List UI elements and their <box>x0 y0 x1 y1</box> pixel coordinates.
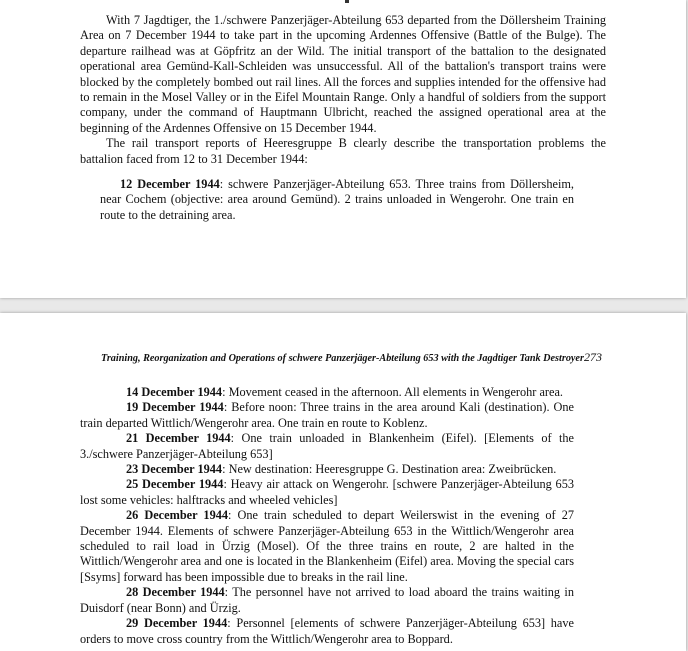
entry-text: : Heavy air attack on Wengerohr. [schwere Panzerjäger-Abteilung 653 lost some vehicles: halftracks and wheeled vehicles] <box>80 477 574 507</box>
report-entry-block <box>80 177 606 223</box>
entry-text: : One train scheduled to depart Weilerswist in the evening of 27 December 1944. Elements of schwere Panzerjäger-Abteilung 653 in the Wittlich/Wengerohr area scheduled to rail load in Ürzig (Mosel). Of the three trains en route, 2 are halted in the Wittlich/Wengerohr area and one is located in the Blankenheim (Eifel) area. Moving the special cars [Ssyms] forward has been impossible due to breaks in the rail line. <box>80 508 574 584</box>
page-mark <box>345 0 349 3</box>
entry-text: : New destination: Heeresgruppe G. Destination area: Zweibrücken. <box>222 462 557 477</box>
report-entry <box>80 508 574 585</box>
entry-text: : Personnel [elements of schwere Panzerjäger-Abteilung 653] have orders to move cross country from the Wittlich/Wengerohr area to Boppard. <box>80 616 574 646</box>
running-header <box>101 350 602 365</box>
page-bottom-text <box>80 385 574 647</box>
paragraph: The rail transport reports of Heeresgruppe B clearly describe the transportation problems the battalion faced from 12 to 31 December 1944: <box>80 136 606 166</box>
entry-date: 26 December 1944 <box>126 508 229 523</box>
report-entry <box>80 400 574 431</box>
report-entry <box>80 616 574 647</box>
page-number: 273 <box>584 350 602 364</box>
entry-text: : schwere Panzerjäger-Abteilung 653. Three trains from Döllersheim, near Cochem (objective: area around Gemünd). 2 trains unloaded in Wengerohr. One train en route to the detraining area. <box>100 177 574 222</box>
entry-date: 23 December 1944 <box>126 462 223 477</box>
report-entry <box>80 385 574 400</box>
entry-date: 12 December 1944 <box>120 177 220 192</box>
report-entry <box>100 177 574 223</box>
report-entry <box>80 585 574 616</box>
entry-date: 21 December 1944 <box>126 431 231 446</box>
entry-text: : Before noon: Three trains in the area around Kali (destination). One train departed Wittlich/Wengerohr area. One train en route to Koblenz. <box>80 400 574 430</box>
entry-date: 29 December 1944 <box>126 616 228 631</box>
entry-text: : Movement ceased in the afternoon. All elements in Wengerohr area. <box>222 385 564 399</box>
header-title: Training, Reorganization and Operations of schwere Panzerjäger-Abteilung 653 with the Jagdtiger Tank Destroyer <box>101 353 584 364</box>
book-page-top <box>0 0 686 298</box>
book-page-bottom <box>0 313 686 651</box>
entry-date: 19 December 1944 <box>126 400 224 415</box>
report-entry <box>80 477 574 508</box>
report-entry <box>80 431 574 462</box>
entry-date: 25 December 1944 <box>126 477 224 492</box>
entry-date: 14 December 1944 <box>126 385 223 399</box>
report-entry <box>80 462 574 477</box>
entry-text: : One train unloaded in Blankenheim (Eifel). [Elements of the 3./schwere Panzerjäger-Abteilung 653] <box>80 431 574 461</box>
entry-date: 28 December 1944 <box>126 585 225 600</box>
paragraph: With 7 Jagdtiger, the 1./schwere Panzerjäger-Abteilung 653 departed from the Döllersheim Training Area on 7 December 1944 to take part in the upcoming Ardennes Offensive (Battle of the Bulge). The departure railhead was at Göpfritz an der Wild. The initial transport of the battalion to the designated operational area Gemünd-Kall-Schleiden was unsuccessful. All of the battalion's transport trains were blocked by the completely bombed out rail lines. All the forces and supplies intended for the offensive had to remain in the Mosel Valley or in the Eifel Mountain Range. Only a handful of soldiers from the support company, under the command of Hauptmann Ulbricht, reached the assigned operational area at the beginning of the Ardennes Offensive on 15 December 1944. <box>80 13 606 135</box>
page-top-text <box>80 13 606 223</box>
entry-text: : The personnel have not arrived to load aboard the trains waiting in Duisdorf (near Bonn) and Ürzig. <box>80 585 574 615</box>
